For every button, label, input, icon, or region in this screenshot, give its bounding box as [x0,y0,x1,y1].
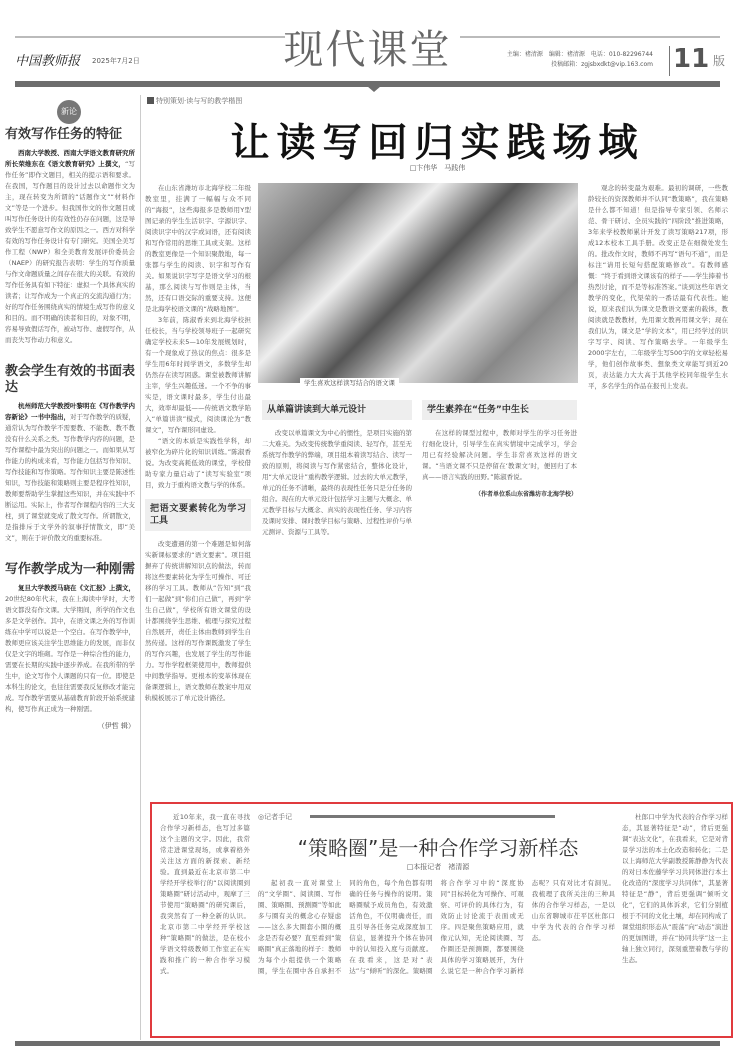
note-headline: “策略圈”是一种合作学习新样态 [297,836,579,860]
byline: □卞伟华 马践伟 [409,164,466,172]
submission-email: 投稿邮箱：zgjsbxdkt@vip.163.com [551,61,653,68]
article-title: 写作教学成为一种刚需 [5,562,136,577]
page-title: 现代课堂 [283,27,452,73]
spacer [5,544,135,562]
article-title: 教会学生有效的书面表达 [5,364,136,395]
classroom-photo [258,183,578,383]
note-label-bar [310,815,555,818]
article-text: 20世纪80年代末，我在上海读中学时，大考语文都没有作文课。大学期间，所学的作文也多是文学创作。其中，在语文课之外的写作训练在中学可以说是一个空白。在写作教学中，教师更应该关注学生思维能力的发展，而非仅仅是文字的堆砌。写作是一种综合性的能力，需要在长期的实践中逐步养成。在我所带的学生中，论文写作个人课题的只有一位。即使是本科生的论文，也往往需要我反复修改才能完成。写作教学需要从基础教育阶段开始系统建构，使写作真正成为一种刚需。 [5,595,135,713]
paragraph: 起初我一直对课堂上的“文学圈”、阅读圈、写作圈、策略圈、预测圈”等如此多与圈有关的概念心存疑虑——这么多大圈套小圈的概念是否有必要？直至看到“策略圈”真正落地的样子：教师为每个小组提供一个策略圈，学生在圈中各自承担不同的角色，每个角色都有明确的任务与操作的说明。策略圈赋予成员角色，有效激活角色，不仅明确责任，而且引导各任务完成深度加工信息，显著提升个体在协同中的认知投入度与贡献度。在我看来，这是对“表达”与“倾听”的深化。策略圈将合作学习中的“深度协同”目标转化为可操作、可观察、可评价的具体行为，有效防止讨论流于表面或无序。四是聚焦策略应用，就像元认知，无论阅读圈、写作圈还是预测圈，都要围绕具体的学习策略展开，为什么说它是一种合作学习新样态呢？只有对比才有洞见。我梳理了我所关注的三种具体的合作学习样态，一是以山东省聊城市茌平区杜郎口中学为代表的合作学习样态。 [258,879,615,975]
editor-info [507,50,653,70]
article-text: 对于写作教学的质疑，通常认为写作教学不需要教、不能教、教不教没有什么关系之类。写作教学内容的问题，是写作课程中最为突出的问题之一。而如果从写作能力的构成来看，写作能力包括写作知识、写作技能和写作策略。写作知识主要是陈述性知识，写作技能和策略则主要是程序性知识，教师要帮助学生掌握这些知识，并在实践中不断运用。实际上，作者写作课程内容的三大支柱，到了课堂就变成了散文写作。所谓散文，是指排斥于文学外的叙事抒情散文，即“美文”，则在于评价散文的重要标准。 [5,413,135,542]
author-affiliation: （作者单位系山东省潍坊市北海学校） [474,491,577,498]
article-lead: 杭州师范大学教授叶黎明在《写作教学内容新论》一书中指出， [5,402,135,421]
column-divider [140,95,141,1040]
divider [669,46,670,76]
tag-icon [147,97,154,104]
paragraph: 改变以单篇课文为中心的惯性，是项目实施的第二大难关。为改变传统教学重阅读、轻写作，甚至无系统写作教学的弊端，项目组本着读写结合、读写一致的原则，将阅读与写作紧密结合，整体化设计，用“大单元设计”重构教学逻辑。过去的大单元教学，单元的任务不清晰，最终的表现性任务只是分任务的组合。现在的大单元设计包括学习主题与大概念、单元教学目标与大概念、真实的表现性任务、学习内容及课时安排、课时教学目标与策略、过程性评价与单元测评、资源与工具等。 [262,429,412,536]
section-heading: 把语文要素转化为学习工具 [145,499,251,531]
section-tag [147,96,242,106]
text-column-5 [588,183,728,392]
paragraph: 杜郎口中学为代表的合作学习样态，其显著特征是“动”，背后更强调“表达文化”，在我看来，它是对背景学习法的本土化改造和转化；二是以上海师范大学副教授陈静静为代表的对日本佐藤学学习共同体进行本土化改造的“深度学习共同体”，其显著特征是“静”，背后更强调“倾听文化”，它们的具体诉求，它们分别植根于不同的文化土壤，却在同构成了课堂组织形态从“震荡”向“动态”演进的更加图谱，并在“协同共学”这一主轴上独立同行，深刻重塑着教与学的生态。 [622,813,728,964]
text-column-1 [145,183,251,704]
note-byline: □本报记者 褚清源 [406,863,470,871]
note-columns [258,878,615,977]
edition-number: 11 [673,44,710,74]
main-headline: 让读写回归实践场域 [230,121,645,166]
photo-caption: 学生喜欢这样读写结合的语文课 [300,378,399,387]
article-lead: 复旦大学教授马晓在《文汇报》上撰文， [18,584,135,592]
article-text: “写作任务”即作文题目，相关的提示语和要求。在我国，写作题目的设计过去以命题作文为主，现在转变为所谓的“话题作文”“材料作文”等是一个进步。但我国作文的作文题目或叫写作任务设计的有效性仍存在问题，这是导致学生不愿意写作文的原因之一。西方对科学有效的写作任务设计有专门研究。美国全美写作工程（NWP）和全美教育发展评价委员会（NAEP）的研究报告表明：学生的写作质量与作文命题质量之间存在很大的关联。有效的写作任务具有如下特征：虚拟一个具体真实的读者；让写作成为一个真正的交流沟通行为；好的写作任务围绕真实的情境生成写作的意义和目的。而不明确的读者和目的，对象不明，容易导致假话写作，被动写作、虚假写作，从而丧失写作动力和意义。 [5,160,136,344]
section-heading: 从单篇讲读到大单元设计 [262,400,412,420]
article-lead: 西南大学教授、西南大学语文教育研究所所长荣维东在《语文教育研究》上撰文， [5,149,135,168]
note-label: ◎记者手记 [258,813,293,821]
paragraph: 改变遭遇的第一个难题是如何落实新课标要求的“语文要素”。项目组摒弃了传统讲解知识点的做法，转而将这些要素转化为学生可操作、可迁移的学习工具。教师从“告知”到“我们一起做”到“你们自己做”，再到“学生自己做”，学校所有语文课堂的设计都围绕学生思维、梳理与探究过程自然展开，责任主体由教师到学生自然传递。这样的写作课既激发了学生的写作兴趣，也发展了学生的写作能力。写作学程框架使用中，教师提供中间教学指导。更根本的变革体现在备课逻辑上，语文教师在教案中用双轨模板展示了单元设计路径。 [145,540,251,702]
issue-date: 2025年7月2日 [92,57,140,65]
header-notch [367,86,381,92]
edition-label: 版 [713,54,726,68]
tag-text: 特别策划·读与写的教学楷图 [156,97,243,105]
paragraph: 近10年来，我一直在寻找合作学习新样态，也写过多篇这个主题的文字。因此，我常常走进课堂现场，或拿着格外关注这方面的新探索、新经验。直到最近在北京市第二中学经开学校举行的“以阅读圈到策略圈”研讨活动中，观摩了三节使用“策略圈”的研究课后，我突然有了一种全新的认识。北京市第二中学经开学校这种“策略圈”的做法，是在校小学语文特级教师工作室正在实践和推广的一种合作学习模式。 [160,813,250,975]
paragraph: 在山东省潍坊市北海学校二年级教室里，挂满了一幅幅与众不同的“海报”，这些海报多是教师用Y型图记录的学生生活识字、字源识字、阅读识字中的汉字或词语，还有阅读和写作常用的思维工具或支架。这样的教室更像是一个知识聚散地，每一张都与学生的阅读、识字和写作有关。如果说识字写字是语文学习的根基，那么阅读与写作则是主体，当然，还有口语交际的重要支持。这便是北海学校语文课的“战略地图”。 [145,184,251,313]
paragraph: “语文的本质是实践性学科，却被窄化为碎片化的知识训练。”陈淑香说。为改变高耗低效的课堂，学校借助专家力量启动了“读写实验室”项目，致力于重构语文教与学的体系。 [145,437,251,489]
spacer [5,346,135,364]
paragraph: 观念的转变最为艰难。最初的调研，一些教龄较长的资深教师并不认同“教策略”，我在策略是什么都不知道！但是指导专家引领、名师示范、骨干研讨、全员实践的“四阶段”推进策略，3年来学校教师累计开发了读写策略217项，形成12本校本工具手册。改变正是在细微处发生的。批改作文时，教师不再写“语句不通”，而是标注“请用长短句搭配策略修改”。有教师感慨：“终于看到语文课该有的样子——学生捧着书热烈讨论，而不是等标准答案。”谈到这些年语文教学的变化，代渠荣的一番话最有代表性。她说，原来我们认为课文是教语文要素的载体，教阅读就是教教材，先用课文教再用课文学；现在我们认为，课文是“学的文本”，用已经学过的识字写字、阅读、写作策略去学。一年级学生2000字左右，二年级学生写500字的文章轻松易学，他们创作故事类、想象类文章能写到近20页，表达能力大大高于其他学校同年级学生水平，多名学生的作品在报刊上发表。 [588,184,728,390]
editors: 主编：褚清源 编辑：褚清源 电话：010-82296744 [506,51,653,58]
paragraph: 3年前，陈淑香来到北海学校担任校长，当与学校领导班子一起研究确定学校未来5—10年发展规划时，有一个现象成了热议的焦点：很多是学生用6年时间学语文，多数学生却仍然存在读写困惑。课堂被教师讲解主宰，学生兴趣低迷。一个不争的事实是，语文课时最多，学生付出最大，效率却最低——传统语文教学陷入“单篇讲读”模式，阅读课沦为“教课文”，写作课形同虚设。 [145,316,251,434]
article-body [5,148,135,346]
sidebar [5,127,135,732]
newspaper-logo: 中国教师报 [15,54,81,69]
article-title: 有效写作任务的特征 [5,127,123,142]
note-left-column [160,812,250,977]
article-body [5,401,135,544]
paragraph: 在这样的课型过程中，教师对学生的学习任务进行细化设计，引导学生在真实情境中完成学习，学会用已有经验解决问题。学生非常喜欢这样的语文课。“当语文课不只是停留在‘教课文’时，便回归了本真——语言实践的田野。”陈淑香说。 [422,429,577,481]
article-body [5,583,135,715]
article-source: （伊哲 辑） [97,722,135,730]
section-badge: 新论 [57,100,81,124]
note-right-column [622,812,728,966]
text-column-2 [262,392,412,538]
footer-bar [15,1041,720,1046]
section-heading: 学生素养在“任务”中生长 [422,400,577,420]
text-column-3 [422,392,577,500]
